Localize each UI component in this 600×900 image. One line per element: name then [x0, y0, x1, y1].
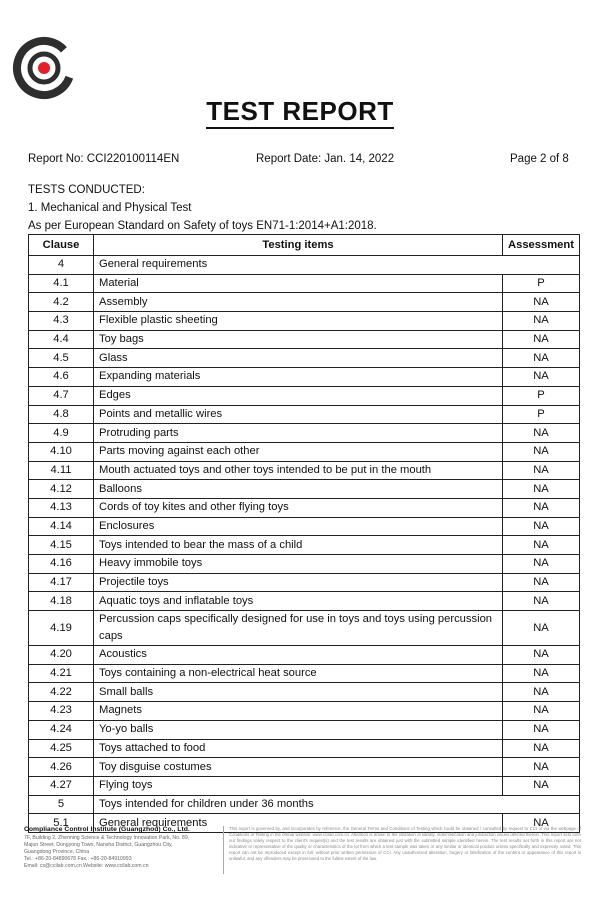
test-results-table	[28, 234, 580, 833]
table-row	[29, 646, 580, 665]
table-row	[29, 274, 580, 293]
table-row	[29, 349, 580, 368]
table-header-row	[29, 235, 580, 256]
report-date: Report Date: Jan. 14, 2022	[256, 153, 395, 165]
clause-cell: 4.11	[29, 461, 94, 480]
clause-cell: 4.19	[29, 611, 94, 646]
testing-item-cell: Heavy immobile toys	[94, 555, 503, 574]
clause-cell: 4.3	[29, 312, 94, 331]
table-row	[29, 573, 580, 592]
assessment-cell: NA	[503, 702, 580, 721]
assessment-cell: NA	[503, 424, 580, 443]
table-row	[29, 461, 580, 480]
footer-address-line: 7F, Building 2, Zhenning Science & Technology Innovation Park, No. 89,	[24, 835, 190, 841]
table-row	[29, 405, 580, 424]
table-row	[29, 611, 580, 646]
clause-cell: 4.12	[29, 480, 94, 499]
testing-item-cell: Mouth actuated toys and other toys intended to be put in the mouth	[94, 461, 503, 480]
clause-cell: 4.2	[29, 293, 94, 312]
clause-cell: 4.24	[29, 720, 94, 739]
clause-cell: 4	[29, 256, 94, 275]
clause-cell: 5	[29, 795, 94, 814]
testing-item-cell: Toy bags	[94, 330, 503, 349]
assessment-cell: NA	[503, 611, 580, 646]
assessment-cell: NA	[503, 646, 580, 665]
testing-item-cell: Magnets	[94, 702, 503, 721]
table-row	[29, 795, 580, 814]
table-row	[29, 498, 580, 517]
page-title: TEST REPORT	[0, 96, 600, 127]
assessment-cell: NA	[503, 814, 580, 833]
standard-reference: As per European Standard on Safety of toys EN71-1:2014+A1:2018.	[28, 220, 377, 232]
table-row	[29, 424, 580, 443]
testing-item-cell: General requirements	[94, 256, 580, 275]
table-body	[29, 256, 580, 833]
testing-item-cell: Toys containing a non-electrical heat source	[94, 664, 503, 683]
footer-tel-fax: Tel.: +86-20-84890678 Fax.: +86-20-84910993	[24, 856, 132, 862]
assessment-cell: P	[503, 386, 580, 405]
testing-item-cell: Toys attached to food	[94, 739, 503, 758]
clause-cell: 4.27	[29, 776, 94, 795]
table-row	[29, 536, 580, 555]
testing-item-cell: Flexible plastic sheeting	[94, 312, 503, 331]
table-row	[29, 480, 580, 499]
clause-cell: 4.9	[29, 424, 94, 443]
testing-item-cell: Material	[94, 274, 503, 293]
tests-conducted-heading: TESTS CONDUCTED:	[28, 184, 145, 196]
assessment-cell: NA	[503, 720, 580, 739]
assessment-cell: NA	[503, 683, 580, 702]
clause-cell: 4.7	[29, 386, 94, 405]
testing-item-cell: Flying toys	[94, 776, 503, 795]
testing-item-cell: General requirements	[94, 814, 503, 833]
table-row	[29, 758, 580, 777]
footer-address-line: Majun Street, Dongyong Town, Nansha District, Guangzhou City,	[24, 842, 173, 848]
clause-cell: 4.13	[29, 498, 94, 517]
assessment-cell: NA	[503, 461, 580, 480]
clause-cell: 4.8	[29, 405, 94, 424]
assessment-cell: NA	[503, 330, 580, 349]
assessment-header: Assessment	[503, 235, 580, 256]
testing-item-cell: Small balls	[94, 683, 503, 702]
clause-cell: 5.1	[29, 814, 94, 833]
table-row	[29, 702, 580, 721]
testing-item-cell: Protruding parts	[94, 424, 503, 443]
clause-cell: 4.25	[29, 739, 94, 758]
testing-item-cell: Yo-yo balls	[94, 720, 503, 739]
clause-cell: 4.1	[29, 274, 94, 293]
page-number: Page 2 of 8	[510, 153, 569, 165]
clause-cell: 4.21	[29, 664, 94, 683]
table-row	[29, 683, 580, 702]
assessment-cell: NA	[503, 498, 580, 517]
footer-address-line: Guangdong Province, China	[24, 849, 90, 855]
clause-cell: 4.18	[29, 592, 94, 611]
clause-cell: 4.5	[29, 349, 94, 368]
clause-cell: 4.16	[29, 555, 94, 574]
footer-divider	[223, 826, 224, 874]
testing-item-cell: Edges	[94, 386, 503, 405]
table-row	[29, 442, 580, 461]
testing-item-cell: Toy disguise costumes	[94, 758, 503, 777]
assessment-cell: NA	[503, 776, 580, 795]
testing-item-cell: Cords of toy kites and other flying toys	[94, 498, 503, 517]
table-row	[29, 386, 580, 405]
table-row	[29, 517, 580, 536]
table-row	[29, 720, 580, 739]
testing-item-cell: Points and metallic wires	[94, 405, 503, 424]
clause-cell: 4.23	[29, 702, 94, 721]
assessment-cell: NA	[503, 739, 580, 758]
cci-logo-icon	[12, 36, 76, 100]
footer-disclaimer: This report is governed by, and incorporates by reference, the General Terms and Conditions of Testing which could be obtained / consulted by request to CCI or via the webpage of Conditions of Testing in the official website: www.ccilab.com.cn. Attention is drawn to the limitation of liability, indemnification and jurisdiction issues defined therein. This report sets forth our findings solely respect to the client's request(s) and the test results are obtained just with the submitted sample identified herein. The test results set forth in this report are not indicative or representative of the quality or characteristics of the lot from which a test sample was taken or any similar or identical product unless specifically and expressly noted. This report can not be reproduced except in full, without prior written permission of CCI. Any unauthorized alteration, forgery or falsification of the content or appearance of this report is unlawful, and any offenders may be prosecuted to the fullest extent of the law.	[229, 826, 581, 861]
clause-cell: 4.6	[29, 368, 94, 387]
table-row	[29, 330, 580, 349]
assessment-cell: NA	[503, 349, 580, 368]
assessment-cell: NA	[503, 758, 580, 777]
testing-item-cell: Acoustics	[94, 646, 503, 665]
assessment-cell: NA	[503, 517, 580, 536]
section-title: 1. Mechanical and Physical Test	[28, 202, 192, 214]
table-row	[29, 293, 580, 312]
clause-header: Clause	[29, 235, 94, 256]
table-row	[29, 739, 580, 758]
assessment-cell: NA	[503, 555, 580, 574]
clause-cell: 4.22	[29, 683, 94, 702]
table-row	[29, 256, 580, 275]
testing-items-header: Testing items	[94, 235, 503, 256]
clause-cell: 4.26	[29, 758, 94, 777]
testing-item-cell: Assembly	[94, 293, 503, 312]
clause-cell: 4.10	[29, 442, 94, 461]
testing-item-cell: Projectile toys	[94, 573, 503, 592]
testing-item-cell: Expanding materials	[94, 368, 503, 387]
footer-email-web: Email: cs@ccilab.com.cn Website: www.ccilab.com.cn	[24, 863, 149, 869]
testing-item-cell: Toys intended for children under 36 months	[94, 795, 580, 814]
table-row	[29, 368, 580, 387]
testing-item-cell: Glass	[94, 349, 503, 368]
footer-company-info	[24, 826, 224, 870]
assessment-cell: NA	[503, 480, 580, 499]
testing-item-cell: Parts moving against each other	[94, 442, 503, 461]
testing-item-cell: Enclosures	[94, 517, 503, 536]
clause-cell: 4.15	[29, 536, 94, 555]
assessment-cell: NA	[503, 664, 580, 683]
assessment-cell: NA	[503, 592, 580, 611]
table-row	[29, 555, 580, 574]
assessment-cell: NA	[503, 536, 580, 555]
testing-item-cell: Balloons	[94, 480, 503, 499]
table-row	[29, 664, 580, 683]
assessment-cell: P	[503, 274, 580, 293]
assessment-cell: NA	[503, 573, 580, 592]
testing-item-cell: Toys intended to bear the mass of a child	[94, 536, 503, 555]
clause-cell: 4.14	[29, 517, 94, 536]
report-number: Report No: CCI220100114EN	[28, 153, 180, 165]
clause-cell: 4.4	[29, 330, 94, 349]
testing-item-cell: Percussion caps specifically designed for use in toys and toys using percussion caps	[94, 611, 503, 646]
clause-cell: 4.20	[29, 646, 94, 665]
testing-item-cell: Aquatic toys and inflatable toys	[94, 592, 503, 611]
clause-cell: 4.17	[29, 573, 94, 592]
table-row	[29, 592, 580, 611]
table-row	[29, 312, 580, 331]
assessment-cell: NA	[503, 442, 580, 461]
table-row	[29, 776, 580, 795]
assessment-cell: NA	[503, 368, 580, 387]
assessment-cell: NA	[503, 312, 580, 331]
assessment-cell: NA	[503, 293, 580, 312]
footer-company-name: Compliance Control Institute (Guangzhou) Co., Ltd.	[24, 826, 190, 833]
assessment-cell: P	[503, 405, 580, 424]
